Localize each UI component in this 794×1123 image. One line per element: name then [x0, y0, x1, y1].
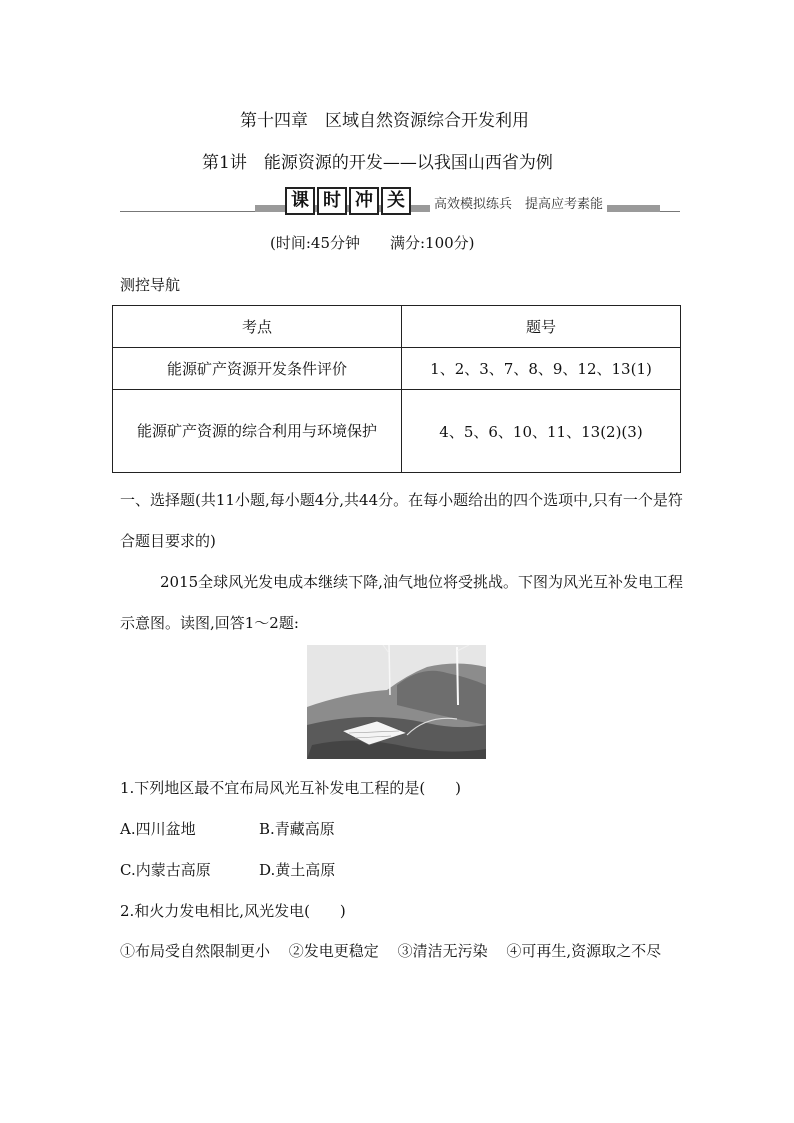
statement-2: ②发电更稳定	[288, 942, 379, 960]
table-row	[113, 390, 681, 473]
question-1-stem: 1.下列地区最不宜布局风光互补发电工程的是( )	[120, 779, 462, 797]
lesson-title: 第1讲 能源资源的开发——以我国山西省为例	[202, 153, 553, 173]
question-1-option-a: A.四川盆地	[120, 820, 196, 838]
time-info: (时间:45分钟 满分:100分)	[270, 234, 475, 252]
table-cell-topic: 能源矿产资源开发条件评价	[113, 348, 402, 390]
banner-char: 课	[285, 187, 315, 215]
table-cell-questions: 4、5、6、10、11、13(2)(3)	[402, 390, 681, 473]
nav-heading: 测控导航	[120, 276, 181, 294]
passage: 2015全球风光发电成本继续下降,油气地位将受挑战。下图为风光互补发电工程示意图。读图,回答1～2题:	[120, 573, 683, 632]
banner-char: 冲	[349, 187, 379, 215]
banner-slogan: 高效模拟练兵 提高应考素能	[430, 193, 607, 212]
table-cell-topic: 能源矿产资源的综合利用与环境保护	[113, 390, 402, 473]
question-1-option-d: D.黄土高原	[259, 861, 336, 879]
banner	[120, 185, 680, 215]
statement-4: ④可再生,资源取之不尽	[506, 942, 662, 960]
chapter-title: 第十四章 区域自然资源综合开发利用	[240, 111, 529, 131]
question-1-option-b: B.青藏高原	[259, 820, 335, 838]
table-header-row	[113, 306, 681, 348]
section-heading: 一、选择题(共11小题,每小题4分,共44分。在每小题给出的四个选项中,只有一个是符合题目要求的)	[120, 491, 683, 550]
column-header: 题号	[402, 306, 681, 348]
table-cell-questions: 1、2、3、7、8、9、12、13(1)	[402, 348, 681, 390]
nav-table	[112, 305, 681, 473]
banner-char: 关	[381, 187, 411, 215]
question-2-stem: 2.和火力发电相比,风光发电( )	[120, 902, 346, 920]
statement-3: ③清洁无污染	[397, 942, 488, 960]
banner-boxes	[285, 187, 411, 215]
question-1-option-c: C.内蒙古高原	[120, 861, 211, 879]
column-header: 考点	[113, 306, 402, 348]
wind-solar-photo	[307, 645, 486, 759]
table-row	[113, 348, 681, 390]
question-2-statements	[120, 931, 680, 972]
banner-char: 时	[317, 187, 347, 215]
statement-1: ①布局受自然限制更小	[120, 942, 271, 960]
